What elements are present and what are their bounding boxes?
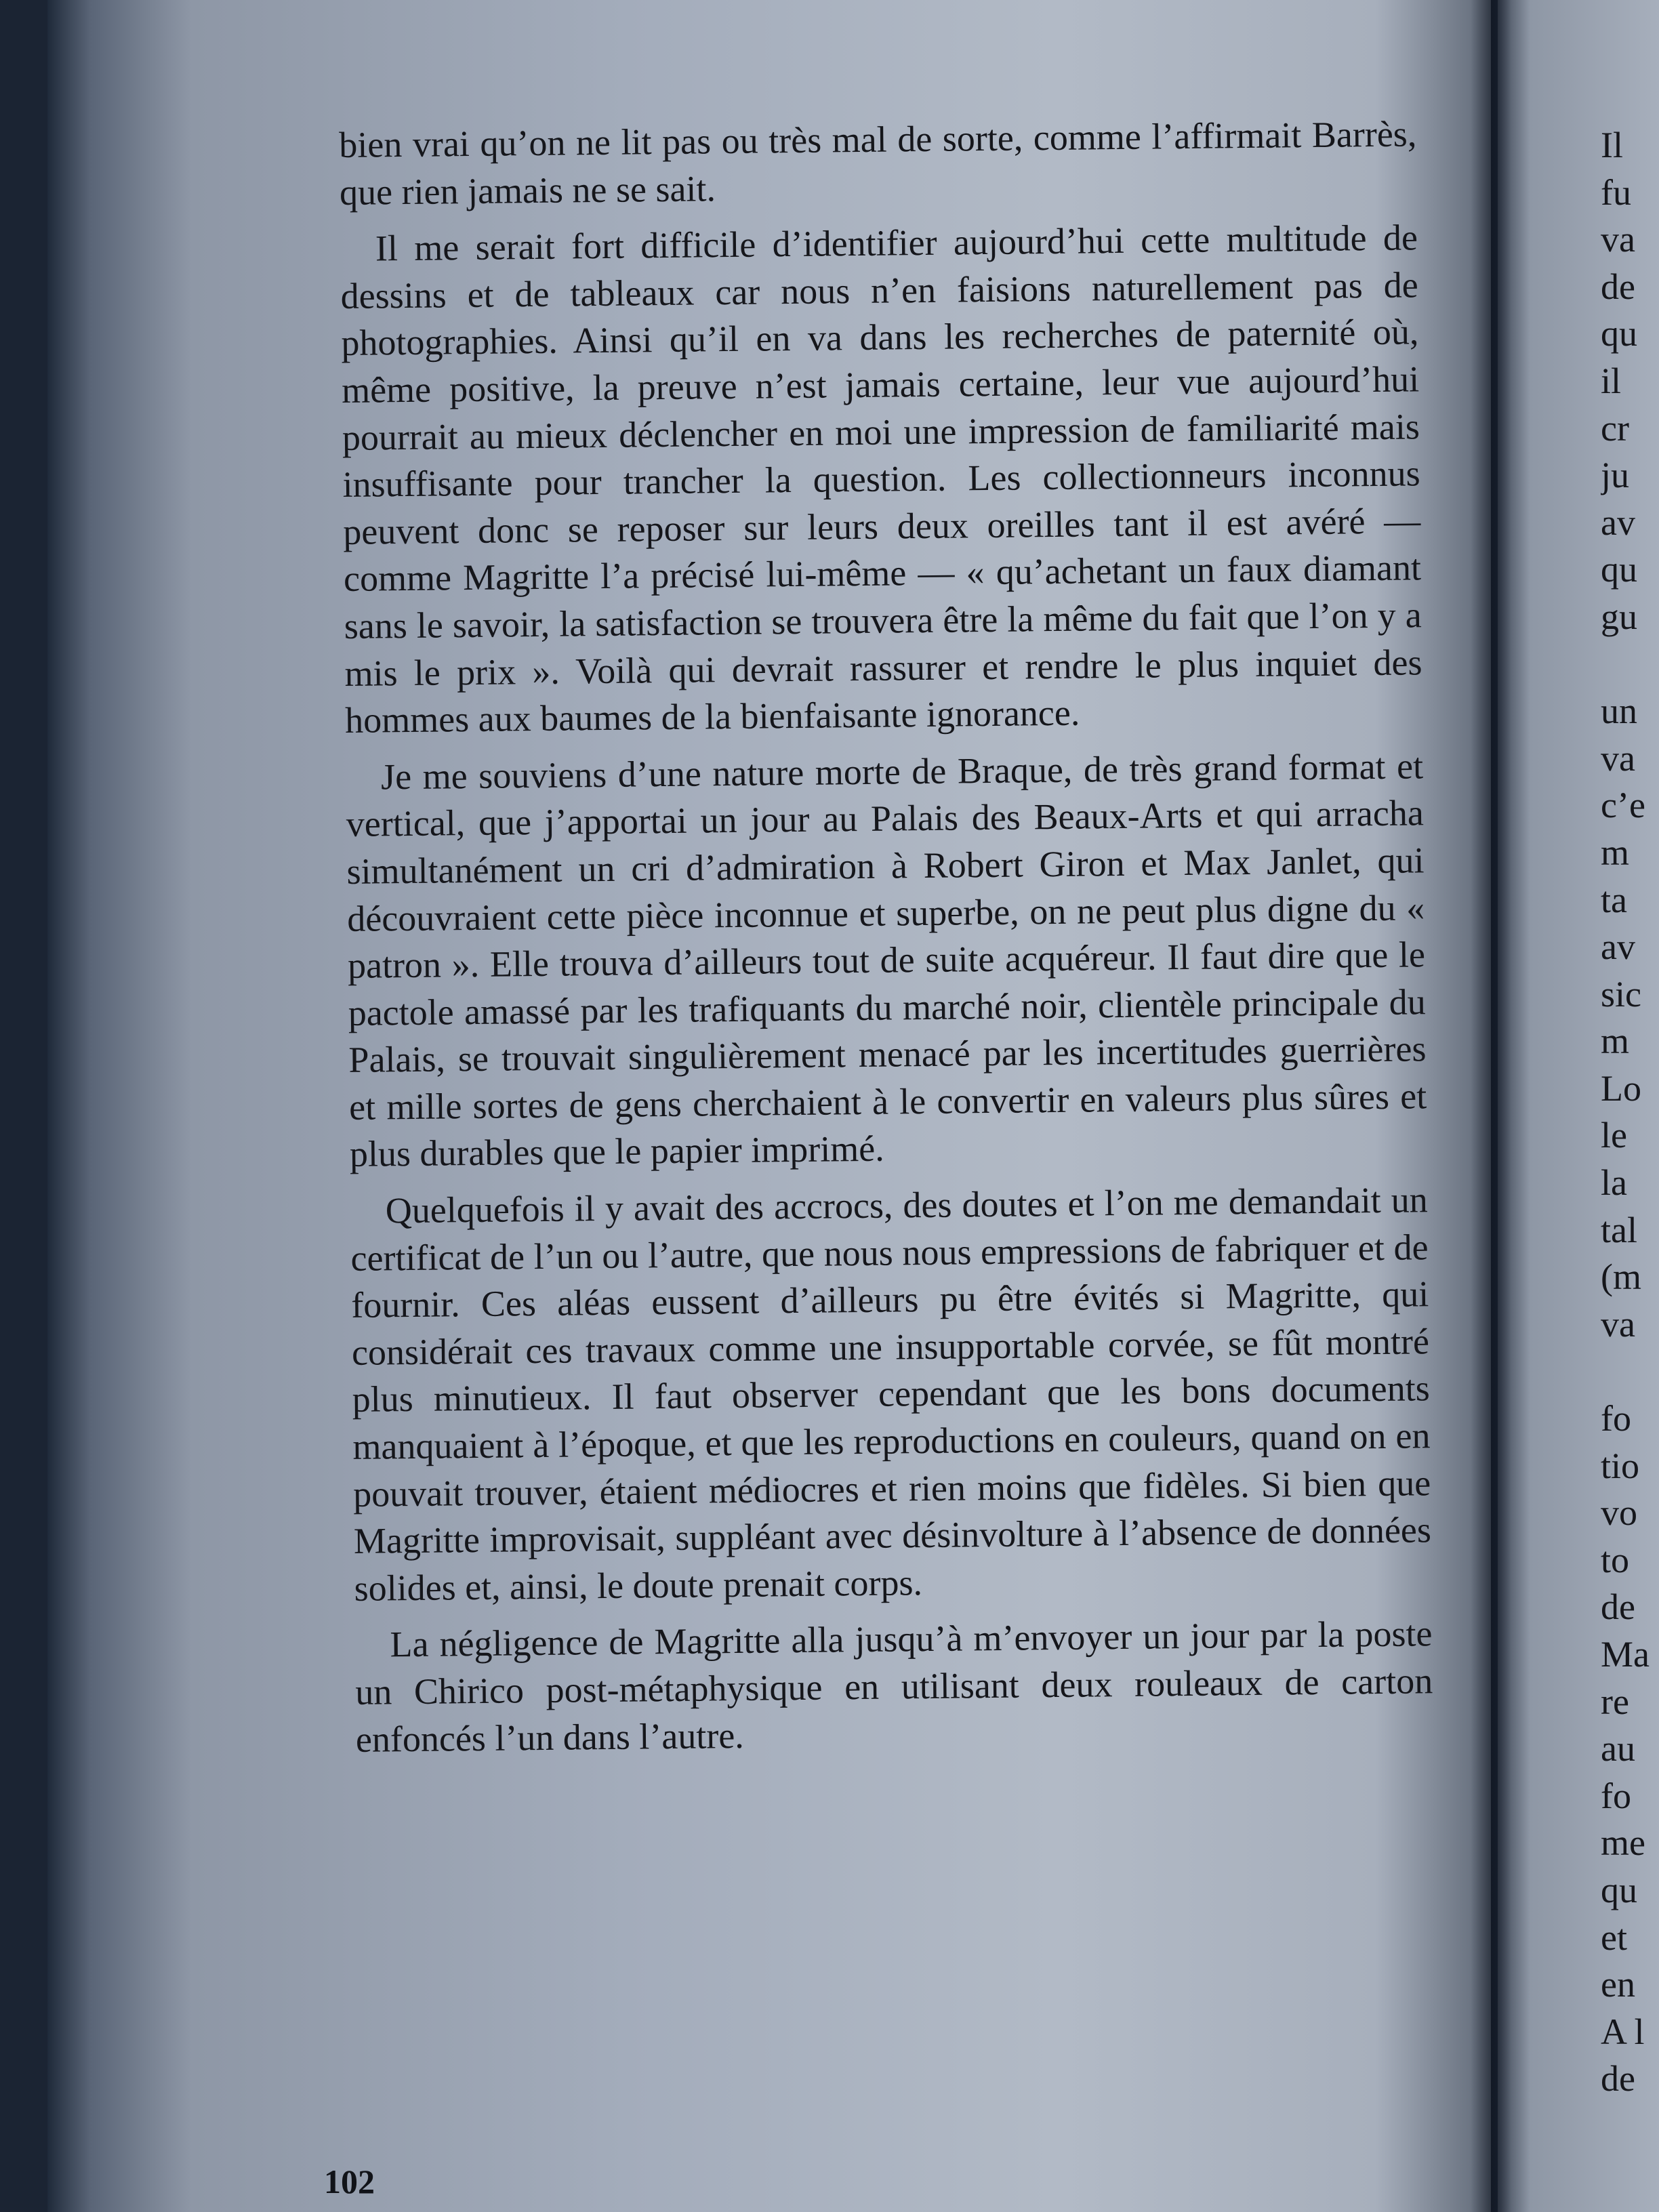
facing-fragment: re (1601, 1681, 1629, 1722)
paragraph: Je me souviens d’une nature morte de Braque, de très grand format et vertical, que j’apportai un jour au Palais des Beaux-Arts et qui arracha simultanément un cri d’admiration à Robert Giron et Max Janlet, qui découvraient cette pièce inconnue et superbe, on ne peut plus digne du « patron ». Elle trouva d’ailleurs tout de suite acquéreur. Il faut dire que le pactole amassé par les trafiquants du marché noir, clientèle principale du Palais, se trouvait singulièrement menacé par les incertitudes guerrières et mille sortes de gens cherchaient à le convertir en valeurs plus sûres et plus durables que le papier imprimé. (346, 745, 1427, 1175)
facing-fragment: Ma (1601, 1634, 1650, 1675)
facing-fragment: la (1601, 1162, 1627, 1204)
facing-page-text (1601, 122, 1659, 2103)
facing-fragment: m (1601, 1021, 1630, 1062)
facing-fragment: c’e (1601, 785, 1645, 826)
facing-fragment: fo (1601, 1775, 1631, 1816)
facing-fragment: A l (1601, 2011, 1645, 2052)
facing-fragment: de (1601, 1586, 1635, 1628)
facing-fragment: cr (1601, 407, 1629, 449)
facing-fragment: av (1601, 926, 1635, 968)
facing-fragment: le (1601, 1115, 1627, 1156)
paragraph: bien vrai qu’on ne lit pas ou très mal de sorte, comme l’affirmait Barrès, que rien jamais ne se sait. (339, 113, 1417, 213)
facing-fragment: me (1601, 1822, 1645, 1864)
facing-fragment: et (1601, 1917, 1627, 1958)
facing-fragment: qu (1601, 313, 1637, 354)
facing-fragment: va (1601, 737, 1635, 779)
facing-fragment: de (1601, 266, 1635, 307)
facing-fragment: av (1601, 501, 1635, 543)
facing-fragment: en (1601, 1964, 1635, 2005)
facing-fragment (1601, 641, 1659, 689)
facing-fragment: fo (1601, 1398, 1631, 1439)
facing-fragment: au (1601, 1728, 1635, 1769)
facing-fragment: tio (1601, 1445, 1640, 1486)
page-number: 102 (324, 2163, 375, 2200)
facing-fragment: m (1601, 832, 1630, 873)
paragraph: La négligence de Magritte alla jusqu’à m’envoyer un jour par la poste un Chirico post-métaphysique en utilisant deux rouleaux de carton enfoncés l’un dans l’autre. (354, 1613, 1433, 1760)
facing-fragment: un (1601, 691, 1637, 732)
facing-fragment: va (1601, 1303, 1635, 1345)
facing-fragment: vo (1601, 1492, 1637, 1534)
book-gutter (1471, 0, 1511, 2212)
facing-fragment: qu (1601, 549, 1637, 590)
facing-fragment: to (1601, 1539, 1630, 1580)
paragraph: Il me serait fort difficile d’identifier aujourd’hui cette multitude de dessins et de tableaux car nous n’en faisions naturellement pas de photographies. Ainsi qu’il en va dans les recherches de paternité où, même positive, la preuve n’est jamais certaine, leur vue aujourd’hui pourrait au mieux déclencher en moi une impression de familiarité mais insuffisante pour trancher la question. Les collectionneurs inconnus peuvent donc se reposer sur leurs deux oreilles tant il est avéré — comme Magritte l’a précisé lui-même — « qu’achetant un faux diamant sans le savoir, la satisfaction se trouvera être la même du fait que l’on y a mis le prix ». Voilà qui devrait rassurer et rendre le plus inquiet des hommes aux baumes de la bienfaisante ignorance. (340, 217, 1422, 741)
facing-fragment: fu (1601, 171, 1631, 213)
facing-fragment: Il (1601, 125, 1623, 165)
paragraph: Quelquefois il y avait des accrocs, des doutes et l’on me demandait un certificat de l’un ou l’autre, que nous nous empressions de fabriquer et de fournir. Ces aléas eussent d’ailleurs pu être évités si Magritte, qui considérait ces travaux comme une insupportable corvée, se fût montré plus minutieux. Il faut observer cependant que les bons documents manquaient à l’époque, et que les reproductions en couleurs, quand on en pouvait trouver, étaient médiocres et rien moins que fidèles. Si bien que Magritte improvisait, suppléant avec désinvolture à l’absence de données solides et, ainsi, le doute prenait corps. (350, 1179, 1432, 1609)
facing-fragment: ju (1601, 455, 1630, 496)
facing-fragment: qu (1601, 1869, 1637, 1910)
facing-fragment (1601, 1348, 1659, 1395)
facing-fragment: ta (1601, 879, 1627, 920)
facing-fragment: (m (1601, 1256, 1641, 1298)
facing-fragment: sic (1601, 973, 1641, 1015)
facing-fragment: de (1601, 2058, 1635, 2100)
facing-fragment: Lo (1601, 1067, 1641, 1109)
facing-fragment: gu (1601, 596, 1637, 637)
facing-fragment: il (1601, 360, 1622, 401)
facing-fragment: tal (1601, 1209, 1637, 1250)
page-text (339, 110, 1433, 1773)
facing-fragment: va (1601, 219, 1635, 260)
